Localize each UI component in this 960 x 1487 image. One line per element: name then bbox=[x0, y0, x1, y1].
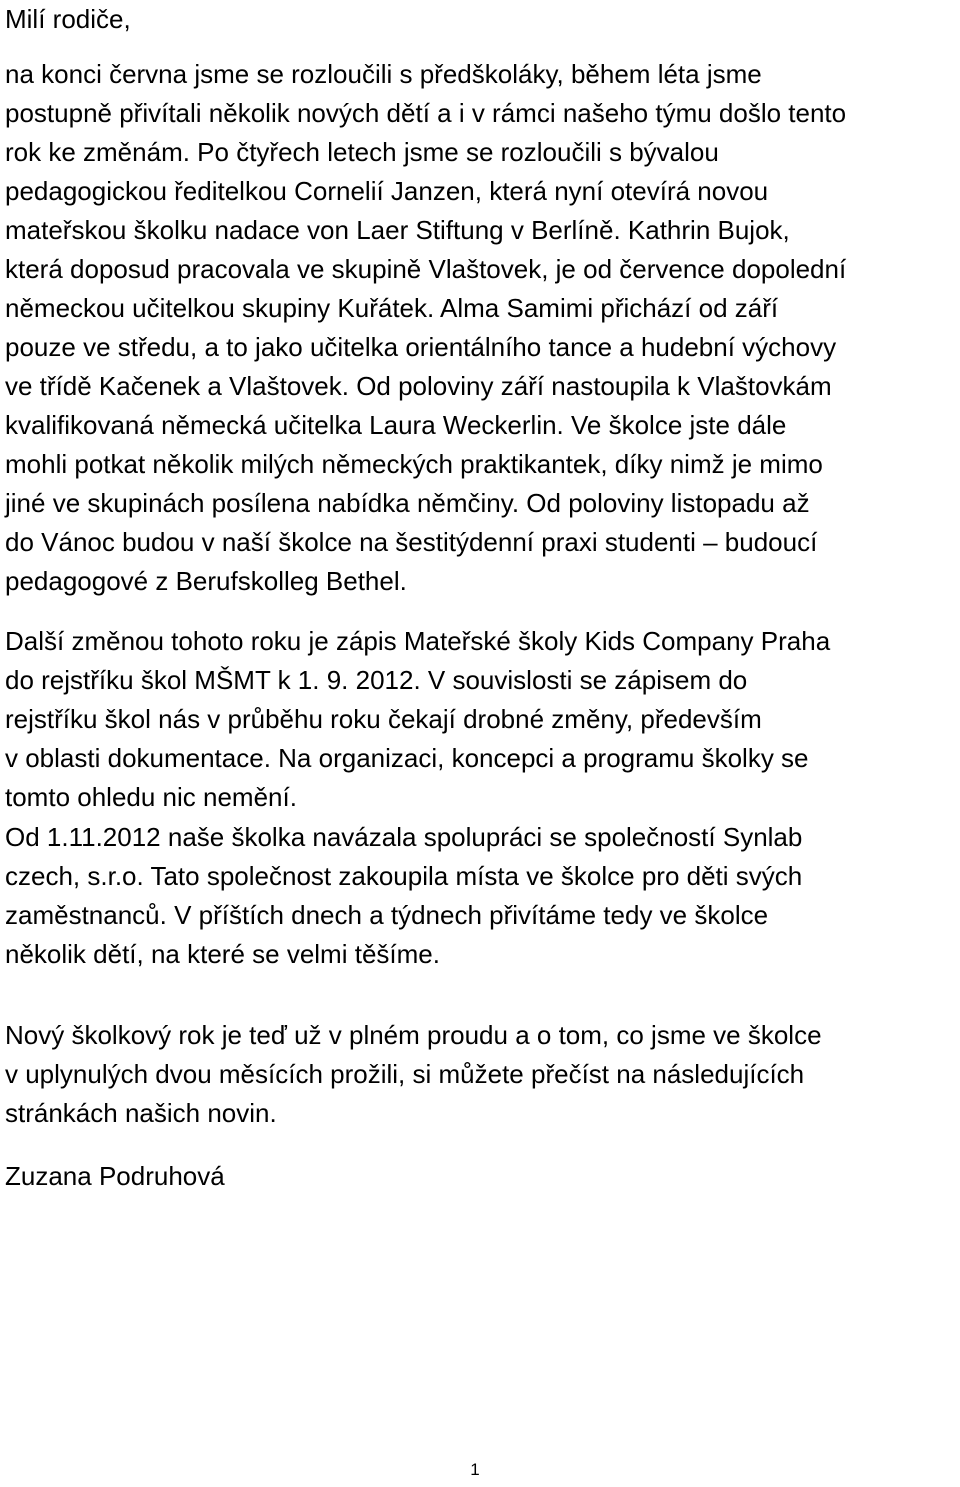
text-line: postupně přivítali několik nových dětí a i v rámci našeho týmu došlo tento bbox=[5, 98, 847, 128]
text-line: rok ke změnám. Po čtyřech letech jsme se rozloučili s bývalou bbox=[5, 137, 719, 167]
paragraph-staff-changes bbox=[5, 55, 960, 601]
text-line: pedagogickou ředitelkou Cornelií Janzen, která nyní otevírá novou bbox=[5, 176, 769, 206]
text-line: Další změnou tohoto roku je zápis Mateřské školy Kids Company Praha bbox=[5, 626, 831, 656]
text-line: která doposud pracovala ve skupině Vlaštovek, je od července dopolední bbox=[5, 254, 847, 284]
paragraph-cooperation bbox=[5, 818, 960, 974]
text-line: kvalifikovaná německá učitelka Laura Weckerlin. Ve školce jste dále bbox=[5, 410, 787, 440]
text-line: do Vánoc budou v naší školce na šestitýdenní praxi studenti – budoucí bbox=[5, 527, 818, 557]
text-line: Nový školkový rok je teď už v plném proudu a o tom, co jsme ve školce bbox=[5, 1020, 822, 1050]
text-line: ve třídě Kačenek a Vlaštovek. Od poloviny září nastoupila k Vlaštovkám bbox=[5, 371, 832, 401]
paragraph-registry bbox=[5, 622, 960, 817]
text-line: v oblasti dokumentace. Na organizaci, koncepci a programu školky se bbox=[5, 743, 809, 773]
signature: Zuzana Podruhová bbox=[5, 1161, 225, 1191]
text-line: zaměstnanců. V příštích dnech a týdnech přivítáme tedy ve školce bbox=[5, 900, 769, 930]
letter-greeting: Milí rodiče, bbox=[5, 4, 131, 34]
paragraph-new-year bbox=[5, 1016, 960, 1133]
page-number: 1 bbox=[470, 1460, 480, 1479]
text-line: pedagogové z Berufskolleg Bethel. bbox=[5, 566, 407, 596]
text-line: stránkách našich novin. bbox=[5, 1098, 277, 1128]
text-line: na konci června jsme se rozloučili s předškoláky, během léta jsme bbox=[5, 59, 762, 89]
letter-page bbox=[5, 0, 960, 1487]
text-line: několik dětí, na které se velmi těšíme. bbox=[5, 939, 440, 969]
text-line: rejstříku škol nás v průběhu roku čekají drobné změny, především bbox=[5, 704, 762, 734]
text-line: pouze ve středu, a to jako učitelka orientálního tance a hudební výchovy bbox=[5, 332, 837, 362]
text-line: mohli potkat několik milých německých praktikantek, díky nimž je mimo bbox=[5, 449, 823, 479]
text-line: czech, s.r.o. Tato společnost zakoupila místa ve školce pro děti svých bbox=[5, 861, 803, 891]
text-line: jiné ve skupinách posílena nabídka němčiny. Od poloviny listopadu až bbox=[5, 488, 810, 518]
text-line: do rejstříku škol MŠMT k 1. 9. 2012. V souvislosti se zápisem do bbox=[5, 665, 748, 695]
text-line: německou učitelkou skupiny Kuřátek. Alma Samimi přichází od září bbox=[5, 293, 779, 323]
text-line: v uplynulých dvou měsících prožili, si můžete přečíst na následujících bbox=[5, 1059, 805, 1089]
text-line: tomto ohledu nic nemění. bbox=[5, 782, 297, 812]
text-line: mateřskou školku nadace von Laer Stiftung v Berlíně. Kathrin Bujok, bbox=[5, 215, 790, 245]
text-line: Od 1.11.2012 naše školka navázala spolupráci se společností Synlab bbox=[5, 822, 803, 852]
